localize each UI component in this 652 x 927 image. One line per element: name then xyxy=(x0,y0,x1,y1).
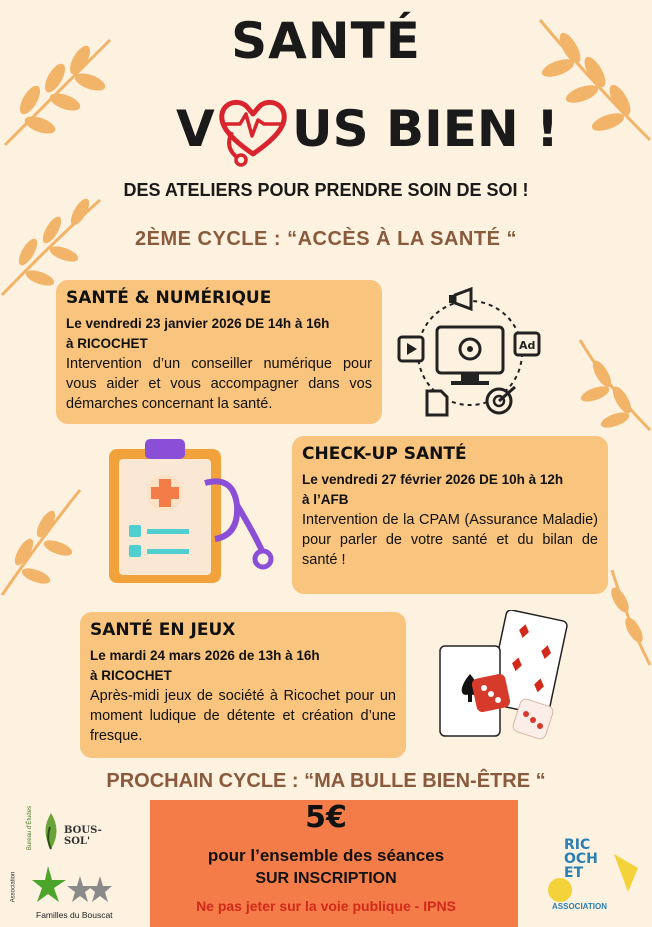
subtitle: DES ATELIERS POUR PRENDRE SOIN DE SOI ! xyxy=(123,180,529,200)
playing-cards-dice-icon xyxy=(430,610,570,745)
session-date: Le vendredi 23 janvier 2026 DE 14h à 16h xyxy=(66,316,330,331)
ricochet-line-3: ET xyxy=(564,865,584,881)
price-description: pour l’ensemble des séances xyxy=(207,846,445,865)
familles-vertical-text: Association xyxy=(10,871,17,903)
cycle-title: 2ÈME CYCLE : “ACCÈS À LA SANTÉ “ xyxy=(135,228,517,250)
session-card-numerique xyxy=(56,280,382,424)
next-cycle: PROCHAIN CYCLE : “MA BULLE BIEN-ÊTRE “ xyxy=(106,770,546,792)
bousol-emblem-icon xyxy=(36,809,66,853)
title-rest: US BIEN ! xyxy=(292,100,559,158)
session-date: Le vendredi 27 février 2026 DE 10h à 12h xyxy=(302,472,564,487)
session-place: à RICOCHET xyxy=(66,336,148,351)
session-card-checkup xyxy=(292,436,608,594)
ricochet-sub: ASSOCIATION xyxy=(552,902,607,911)
session-description: Intervention de la CPAM (Assurance Maladie) pour parler de votre santé et du bilan de santé ! xyxy=(302,512,598,568)
bousol-logo xyxy=(22,805,112,855)
ricochet-wordmark xyxy=(564,838,598,880)
session-date: Le mardi 24 mars 2026 de 13h à 16h xyxy=(90,648,320,663)
familles-label: Familles du Bouscat xyxy=(36,910,113,920)
session-title: SANTÉ EN JEUX xyxy=(90,620,236,640)
session-description: Intervention d’un conseiller numérique pour vous aider et vous accompagner dans vos démarches concernant la santé. xyxy=(66,356,372,412)
heart-stethoscope-icon xyxy=(210,92,296,172)
ricochet-line-1: RIC xyxy=(564,837,591,853)
familles-stars-icon xyxy=(32,864,112,908)
session-card-jeux xyxy=(80,612,406,758)
svg-text:Ad: Ad xyxy=(519,339,536,352)
title-letter-v: V xyxy=(176,100,215,158)
session-place: à RICOCHET xyxy=(90,668,172,683)
leaf-branch-mid-right xyxy=(560,330,652,440)
digital-marketing-icon xyxy=(395,285,545,420)
session-description: Après-midi jeux de société à Ricochet pour un moment ludique de détente et création d’une fresque. xyxy=(90,688,396,744)
session-title: CHECK-UP SANTÉ xyxy=(302,444,467,464)
familles-logo xyxy=(10,860,124,925)
medical-clipboard-icon xyxy=(105,435,275,585)
bousol-vertical-text: Bureau d'Études xyxy=(27,805,34,851)
bousol-label: BOUS-SOL' xyxy=(64,825,102,847)
ricochet-logo xyxy=(548,838,638,916)
ricochet-line-2: OCH xyxy=(564,851,598,867)
page-title: SANTÉ xyxy=(231,12,421,70)
session-title: SANTÉ & NUMÉRIQUE xyxy=(66,288,272,308)
leaf-branch-left-lower xyxy=(0,480,90,600)
registration-note: SUR INSCRIPTION xyxy=(255,870,397,887)
price: 5€ xyxy=(305,800,347,835)
session-place: à l’AFB xyxy=(302,492,349,507)
ipns-notice: Ne pas jeter sur la voie publique - IPNS xyxy=(196,898,456,914)
title-line-2 xyxy=(0,92,652,172)
